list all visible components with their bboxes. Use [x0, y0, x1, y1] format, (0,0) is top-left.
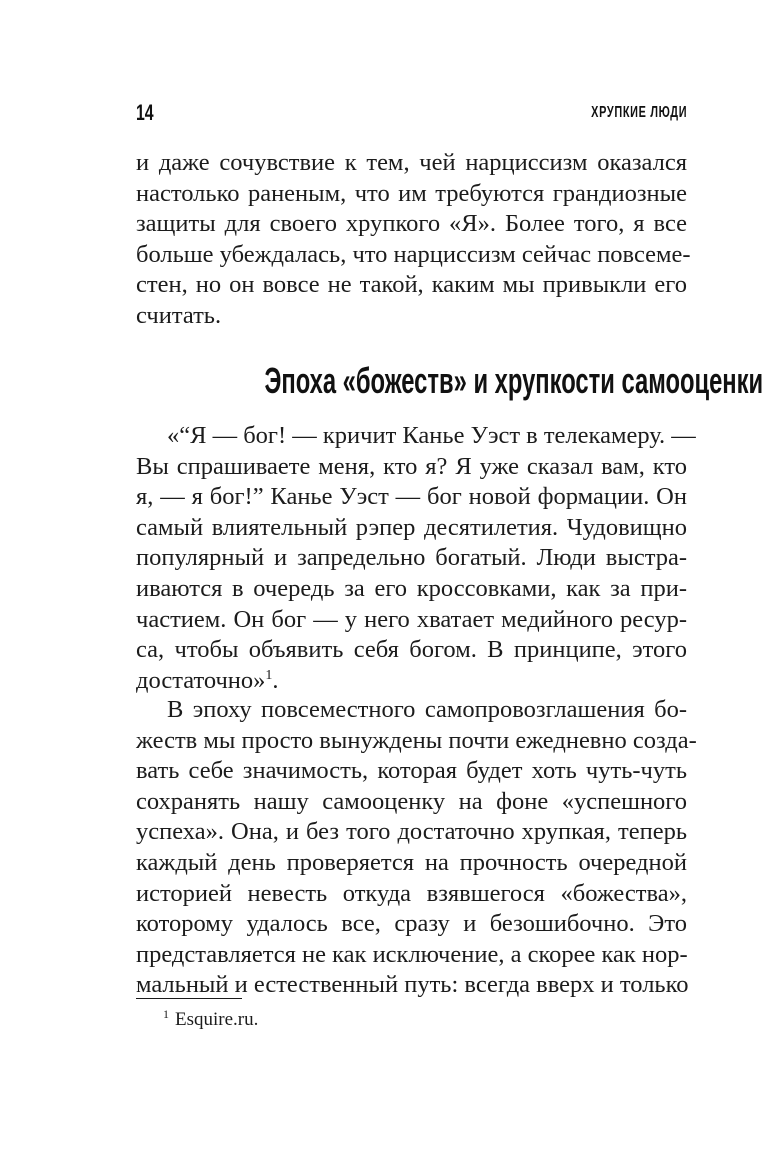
running-title: ХРУПКИЕ ЛЮДИ — [590, 104, 687, 121]
text-line: считать. — [136, 301, 222, 329]
footnote-reference[interactable]: 1 — [265, 667, 273, 683]
page-number: 14 — [136, 100, 154, 125]
text-line: которому удалось все, сразу и безошибочно. Это — [136, 910, 687, 938]
section-heading — [136, 358, 764, 404]
paragraph-1 — [136, 148, 691, 332]
text-line: са, чтобы объявить себя богом. В принципе, этого — [136, 636, 687, 664]
text-line: мальный и естественный путь: всегда вверх и только — [136, 971, 689, 999]
text-line: и даже сочувствие к тем, чей нарциссизм оказался — [136, 149, 687, 176]
text-line: самый влиятельный рэпер десятилетия. Чудовищно — [136, 513, 687, 541]
footnote-divider — [136, 998, 242, 999]
text-line: защиты для своего хрупкого «Я». Более того, я все — [136, 210, 687, 238]
text-line: историей невесть откуда взявшегося «божества», — [136, 879, 687, 907]
text-line: жеств мы просто вынуждены почти ежедневно созда- — [136, 726, 697, 754]
text-line: больше убеждалась, что нарциссизм сейчас повсеме- — [136, 240, 691, 268]
text-line: популярный и запредельно богатый. Люди выстра- — [136, 544, 687, 572]
footnote-number: 1 — [163, 1006, 169, 1021]
text-line-content: достаточно» — [136, 666, 266, 694]
text-line: сохранять нашу самооценку на фоне «успешного — [136, 787, 687, 815]
text-line: каждый день проверяется на прочность очередной — [136, 848, 687, 876]
text-line: Вы спрашиваете меня, кто я? Я уже сказал вам, кто — [136, 452, 687, 480]
text-line-suffix: . — [272, 666, 279, 694]
text-line-last — [136, 666, 687, 697]
text-line: частием. Он бог — у него хватает медийного ресур- — [136, 605, 687, 633]
text-line: «“Я — бог! — кричит Канье Уэст в телекамеру. — — [167, 422, 696, 449]
text-line: стен, но он вовсе не такой, каким мы привыкли его — [136, 271, 687, 299]
paragraph-2-quote — [136, 421, 696, 696]
text-line: настолько раненым, что им требуются грандиозные — [136, 179, 687, 207]
section-heading-text: Эпоха «божеств» и хрупкости самооценки — [264, 360, 764, 401]
running-head — [136, 100, 687, 126]
text-line: представляется не как исключение, а скорее как нор- — [136, 940, 688, 968]
footnote-text: Esquire.ru. — [175, 1009, 259, 1030]
text-line: иваются в очередь за его кроссовками, как за при- — [136, 574, 687, 602]
text-line: В эпоху повсеместного самопровозглашения бо- — [167, 696, 687, 723]
footnote-1 — [163, 1008, 258, 1032]
text-line: я, — я бог!” Канье Уэст — бог новой формации. Он — [136, 483, 687, 511]
text-line: вать себе значимость, которая будет хоть чуть-чуть — [136, 757, 687, 785]
text-line: успеха». Она, и без того достаточно хрупкая, теперь — [136, 818, 687, 846]
paragraph-3 — [136, 695, 697, 1001]
